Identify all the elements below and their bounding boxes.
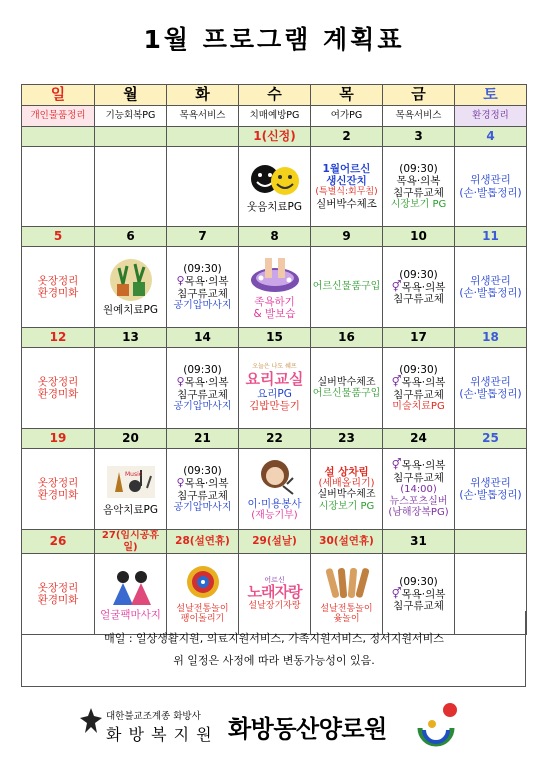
date-cell: 12 xyxy=(22,328,95,348)
date-cell: 7 xyxy=(167,227,239,247)
program-label: 설날전통놀이 xyxy=(320,603,373,614)
program-label xyxy=(383,281,454,294)
program-label xyxy=(167,376,238,389)
program-time: (09:30) xyxy=(399,162,438,175)
program-label-text: 목욕·의복 xyxy=(184,376,229,389)
smiley-faces-icon xyxy=(247,159,303,199)
program-cell xyxy=(455,247,527,328)
program-label: 환경미화 xyxy=(37,388,79,400)
program-time: (09:30) xyxy=(399,575,438,588)
program-label: 공기압마사지 xyxy=(173,299,232,311)
date-cell: 19 xyxy=(22,429,95,449)
program-label: (남해장복PG) xyxy=(388,507,449,519)
day-header-tue: 화 xyxy=(167,85,239,106)
program-label: 어르신물품구입 xyxy=(312,388,381,399)
program-label: 원예치료PG xyxy=(102,303,159,316)
subheader-tue: 목욕서비스 xyxy=(167,106,239,127)
program-label-text: 목욕·의복 xyxy=(401,281,446,293)
date-cell xyxy=(167,127,239,147)
yut-sticks-icon xyxy=(323,564,371,602)
program-cell xyxy=(311,147,383,227)
program-label: (손·발톱정리) xyxy=(459,186,522,199)
empty-cell xyxy=(167,147,239,227)
program-label: 침구류교체 xyxy=(393,186,444,199)
weekday-header-row xyxy=(22,85,527,106)
program-cell xyxy=(311,449,383,530)
date-cell: 22 xyxy=(239,429,311,449)
program-time: (09:30) xyxy=(399,268,438,281)
program-label: 침구류교체 xyxy=(393,388,444,401)
program-cell xyxy=(239,449,311,530)
program-label: 환경미화 xyxy=(37,287,79,299)
footer-notes xyxy=(60,628,488,672)
program-label: 요리PG xyxy=(257,388,292,400)
program-label: 팽이돌리기 xyxy=(180,614,225,624)
program-time: (14:00) xyxy=(400,484,437,496)
program-label: 얼굴팩마사지 xyxy=(100,608,161,621)
gender-icon: ⚥ xyxy=(391,374,402,388)
program-label: 목욕·의복 xyxy=(396,174,441,187)
program-cell xyxy=(167,449,239,530)
program-time: (09:30) xyxy=(399,363,438,376)
program-label: (세배올리기) xyxy=(318,477,375,489)
program-label xyxy=(383,588,454,601)
program-label-text: 목욕·의복 xyxy=(401,376,446,389)
day-header-sat: 토 xyxy=(455,85,527,106)
date-cell: 23 xyxy=(311,429,383,449)
foot-bath-icon xyxy=(249,254,301,294)
date-cell xyxy=(22,127,95,147)
program-label: 옷장정리 xyxy=(37,375,79,388)
program-cell xyxy=(383,449,455,530)
date-cell: 24 xyxy=(383,429,455,449)
date-cell: 29(설날) xyxy=(239,530,311,554)
date-cell: 16 xyxy=(311,328,383,348)
program-cell xyxy=(383,247,455,328)
program-label: 설 상차림 xyxy=(324,465,369,478)
program-label: 옷장정리 xyxy=(37,274,79,287)
org-title: 화방동산양로원 xyxy=(228,715,387,743)
program-label: 생신잔치 xyxy=(326,175,367,188)
day-header-fri: 금 xyxy=(383,85,455,106)
date-cell: 27(임시공휴일) xyxy=(95,530,167,554)
date-cell xyxy=(95,127,167,147)
subheader-sat: 환경정리 xyxy=(455,106,527,127)
program-cell xyxy=(239,147,311,227)
date-cell: 2 xyxy=(311,127,383,147)
program-cell xyxy=(239,247,311,328)
cooking-class-image-caption: 오늘은 나도 쉐프 xyxy=(252,362,297,370)
program-label: 설날장기자랑 xyxy=(248,601,301,612)
program-label: 침구류교체 xyxy=(177,489,228,502)
program-label xyxy=(167,275,238,288)
program-label: 공기압마사지 xyxy=(173,501,232,513)
program-label: (손·발톱정리) xyxy=(459,489,522,501)
program-label: & 발보습 xyxy=(253,308,296,320)
program-label: 미술치료PG xyxy=(392,400,445,412)
date-cell: 9 xyxy=(311,227,383,247)
date-cell: 3 xyxy=(383,127,455,147)
program-label xyxy=(383,459,454,472)
date-cell: 11 xyxy=(455,227,527,247)
program-label: 환경미화 xyxy=(37,594,79,606)
date-cell: 26 xyxy=(22,530,95,554)
program-label-text: 목욕·의복 xyxy=(184,477,229,490)
spinning-top-icon xyxy=(177,564,229,602)
program-label: 실버박수체조 xyxy=(317,489,376,501)
date-cell: 25 xyxy=(455,429,527,449)
body-row-week3 xyxy=(22,348,527,429)
body-row-week4 xyxy=(22,449,527,530)
program-label: 위생관리 xyxy=(470,375,511,388)
program-label: 음악치료PG xyxy=(102,503,159,516)
org-parent-name: 대한불교조계종 화방사 xyxy=(106,711,201,722)
date-cell: 17 xyxy=(383,328,455,348)
program-label: 뉴스포츠실버 xyxy=(389,495,448,507)
program-label: (손·발톱정리) xyxy=(459,388,522,400)
date-cell: 5 xyxy=(22,227,95,247)
date-cell: 4 xyxy=(455,127,527,147)
program-cell xyxy=(311,348,383,429)
calendar-table xyxy=(21,84,527,635)
program-cell xyxy=(455,147,527,227)
date-row-week5 xyxy=(22,530,527,554)
program-label: 실버박수체조 xyxy=(316,197,377,210)
program-label: 옷장정리 xyxy=(37,581,79,594)
program-cell xyxy=(22,449,95,530)
program-label: 침구류교체 xyxy=(393,600,444,613)
program-time: (09:30) xyxy=(183,363,222,376)
music-image-text: Music xyxy=(124,470,142,478)
program-label: 족욕하기 xyxy=(254,295,295,308)
date-cell: 20 xyxy=(95,429,167,449)
subheader-wed: 치매예방PG xyxy=(239,106,311,127)
date-cell: 13 xyxy=(95,328,167,348)
date-cell: 1(신정) xyxy=(239,127,311,147)
date-row-week2 xyxy=(22,227,527,247)
music-instruments-icon xyxy=(105,462,157,502)
program-cell xyxy=(383,147,455,227)
program-cell xyxy=(167,348,239,429)
gender-icon: ⚥ xyxy=(391,586,402,600)
program-label: 위생관리 xyxy=(470,274,511,287)
date-row-week3 xyxy=(22,328,527,348)
empty-cell xyxy=(22,147,95,227)
program-cell xyxy=(383,348,455,429)
program-cell xyxy=(455,348,527,429)
date-cell xyxy=(455,530,527,554)
program-label: 시장보기 PG xyxy=(390,198,447,210)
date-cell: 15 xyxy=(239,328,311,348)
program-cell xyxy=(167,247,239,328)
body-row-week1 xyxy=(22,147,527,227)
program-label-text: 목욕·의복 xyxy=(184,275,229,288)
nursing-home-logo-icon xyxy=(412,702,458,748)
date-cell: 14 xyxy=(167,328,239,348)
date-cell: 6 xyxy=(95,227,167,247)
program-cell xyxy=(239,348,311,429)
program-label: 웃음치료PG xyxy=(246,201,303,214)
program-label: 설날전통놀이 xyxy=(176,603,229,614)
cooking-class-image-title: 요리교실 xyxy=(245,369,304,388)
gender-icon: ⚥ xyxy=(391,279,402,293)
date-cell: 10 xyxy=(383,227,455,247)
program-label: 공기압마사지 xyxy=(173,400,232,412)
program-label: 침구류교체 xyxy=(393,472,444,485)
org-name: 화 방 복 지 원 xyxy=(106,725,213,744)
gender-icon: ♀ xyxy=(176,475,185,489)
gender-icon: ⚥ xyxy=(391,458,402,472)
footer-line: 위 일정은 사정에 따라 변동가능성이 있음. xyxy=(173,654,375,667)
program-label-text: 목욕·의복 xyxy=(401,588,446,600)
gender-icon: ♀ xyxy=(176,374,185,388)
day-header-wed: 수 xyxy=(239,85,311,106)
date-cell: 28(설연휴) xyxy=(167,530,239,554)
day-header-sun: 일 xyxy=(22,85,95,106)
gender-icon: ♀ xyxy=(176,273,185,287)
program-time: (09:30) xyxy=(183,262,222,275)
program-label: (손·발톱정리) xyxy=(459,287,522,299)
program-cell xyxy=(95,449,167,530)
date-cell: 18 xyxy=(455,328,527,348)
talent-show-image-caption: 어르신 xyxy=(264,576,285,585)
page-title: 1월 프로그램 계획표 xyxy=(143,25,405,54)
program-cell xyxy=(22,247,95,328)
day-header-mon: 월 xyxy=(95,85,167,106)
program-label: 김밥만들기 xyxy=(249,400,300,413)
footer-line: 매일 : 일상생활지원, 의료지원서비스, 가족지원서비스, 정서지원서비스 xyxy=(104,632,444,645)
empty-cell xyxy=(95,348,167,429)
day-header-thu: 목 xyxy=(311,85,383,106)
subheader-sun: 개인물품정리 xyxy=(22,106,95,127)
program-label: 옷장정리 xyxy=(37,476,79,489)
program-time: (09:30) xyxy=(183,464,222,477)
program-label: 침구류교체 xyxy=(393,293,444,306)
subheader-thu: 여가PG xyxy=(311,106,383,127)
program-label-text: 목욕·의복 xyxy=(401,459,446,472)
program-label: 윷놀이 xyxy=(333,614,360,624)
hanbok-couple-icon xyxy=(105,567,157,607)
program-label: 시장보기 PG xyxy=(318,500,375,512)
subheader-mon: 기능회복PG xyxy=(95,106,167,127)
date-row-week1 xyxy=(22,127,527,147)
program-cell xyxy=(311,247,383,328)
talent-show-image-title: 노래자랑 xyxy=(247,583,302,602)
program-label: 이·미용봉사 xyxy=(247,498,302,511)
date-cell: 8 xyxy=(239,227,311,247)
date-cell: 31 xyxy=(383,530,455,554)
date-row-week4 xyxy=(22,429,527,449)
program-label: 위생관리 xyxy=(470,174,511,187)
program-label: 위생관리 xyxy=(470,476,511,489)
date-cell: 30(설연휴) xyxy=(311,530,383,554)
program-label: 1월어르신 xyxy=(322,163,371,176)
temple-logo-icon xyxy=(78,706,104,736)
plant-pot-icon xyxy=(107,258,155,302)
program-label xyxy=(167,477,238,490)
program-label: 실버박수체조 xyxy=(317,376,376,388)
program-label: 침구류교체 xyxy=(177,287,228,300)
program-header-row xyxy=(22,106,527,127)
program-label: 침구류교체 xyxy=(177,388,228,401)
program-cell xyxy=(455,449,527,530)
program-label: 어르신물품구입 xyxy=(312,281,381,293)
hairdresser-icon xyxy=(253,456,297,496)
empty-cell xyxy=(95,147,167,227)
program-label xyxy=(383,376,454,389)
program-cell xyxy=(22,348,95,429)
body-row-week2 xyxy=(22,247,527,328)
program-label: (재능기부) xyxy=(251,510,298,522)
program-cell xyxy=(95,247,167,328)
date-cell: 21 xyxy=(167,429,239,449)
subheader-fri: 목욕서비스 xyxy=(383,106,455,127)
program-note: (특별식:회무침) xyxy=(315,187,378,198)
program-label: 환경미화 xyxy=(37,489,79,501)
